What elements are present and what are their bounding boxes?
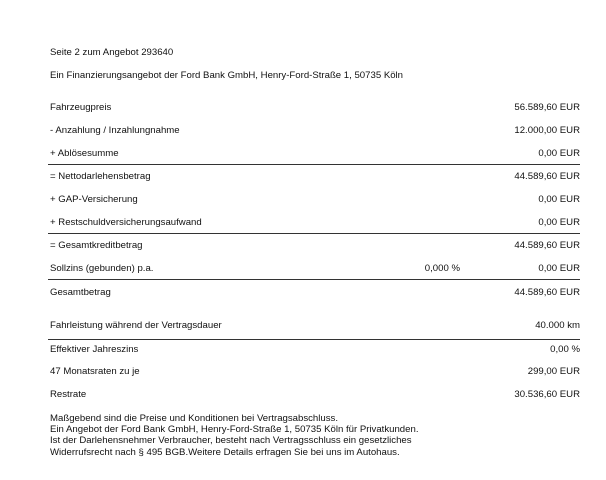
row-label: + Ablösesumme: [50, 148, 119, 159]
row-value: 0,00 EUR: [538, 148, 580, 159]
row-value: 0,00 EUR: [538, 263, 580, 274]
row-value: 44.589,60 EUR: [514, 171, 580, 182]
row-label: Restrate: [50, 389, 87, 400]
row-label: Fahrzeugpreis: [50, 102, 112, 113]
interest-rate: 0,000 %: [424, 263, 460, 274]
row-label: + Restschuldversicherungsaufwand: [50, 217, 202, 228]
row-value: 0,00 EUR: [538, 217, 580, 228]
row-value: 299,00 EUR: [527, 366, 580, 377]
row-label: = Nettodarlehensbetrag: [50, 171, 151, 182]
row-value: 30.536,60 EUR: [514, 389, 580, 400]
row-label: 47 Monatsraten zu je: [50, 366, 140, 377]
page-info: Seite 2 zum Angebot 293640: [50, 47, 174, 58]
row-label: Sollzins (gebunden) p.a.: [50, 263, 154, 274]
divider: [48, 233, 580, 234]
footer-line: Maßgebend sind die Preise und Konditionen bei Vertragsabschluss.: [50, 413, 338, 424]
row-label: Effektiver Jahreszins: [50, 344, 139, 355]
footer-notes: [50, 413, 418, 458]
divider: [48, 164, 580, 165]
offer-line: Ein Finanzierungsangebot der Ford Bank GmbH, Henry-Ford-Straße 1, 50735 Köln: [50, 70, 404, 81]
divider: [48, 279, 580, 280]
row-value: 44.589,60 EUR: [514, 287, 580, 298]
footer-line: Ein Angebot der Ford Bank GmbH, Henry-Ford-Straße 1, 50735 Köln für Privatkunden.: [50, 424, 419, 436]
row-label: - Anzahlung / Inzahlungnahme: [50, 125, 180, 136]
row-value: 0,00 EUR: [538, 194, 580, 205]
footer-line: Widerrufsrecht nach § 495 BGB.Weitere Details erfragen Sie bei uns im Autohaus.: [50, 446, 400, 458]
divider: [48, 339, 580, 340]
row-label: = Gesamtkreditbetrag: [50, 240, 143, 251]
row-value: 0,00 %: [550, 344, 580, 355]
row-label: Fahrleistung während der Vertragsdauer: [50, 320, 222, 331]
row-value: 44.589,60 EUR: [514, 240, 580, 251]
row-value: 12.000,00 EUR: [514, 125, 580, 136]
row-value: 40.000 km: [535, 320, 580, 331]
row-label: Gesamtbetrag: [50, 287, 111, 298]
row-label: + GAP-Versicherung: [50, 194, 138, 205]
row-value: 56.589,60 EUR: [514, 102, 580, 113]
footer-line: Ist der Darlehensnehmer Verbraucher, besteht nach Vertragsschluss ein gesetzliches: [50, 435, 412, 447]
